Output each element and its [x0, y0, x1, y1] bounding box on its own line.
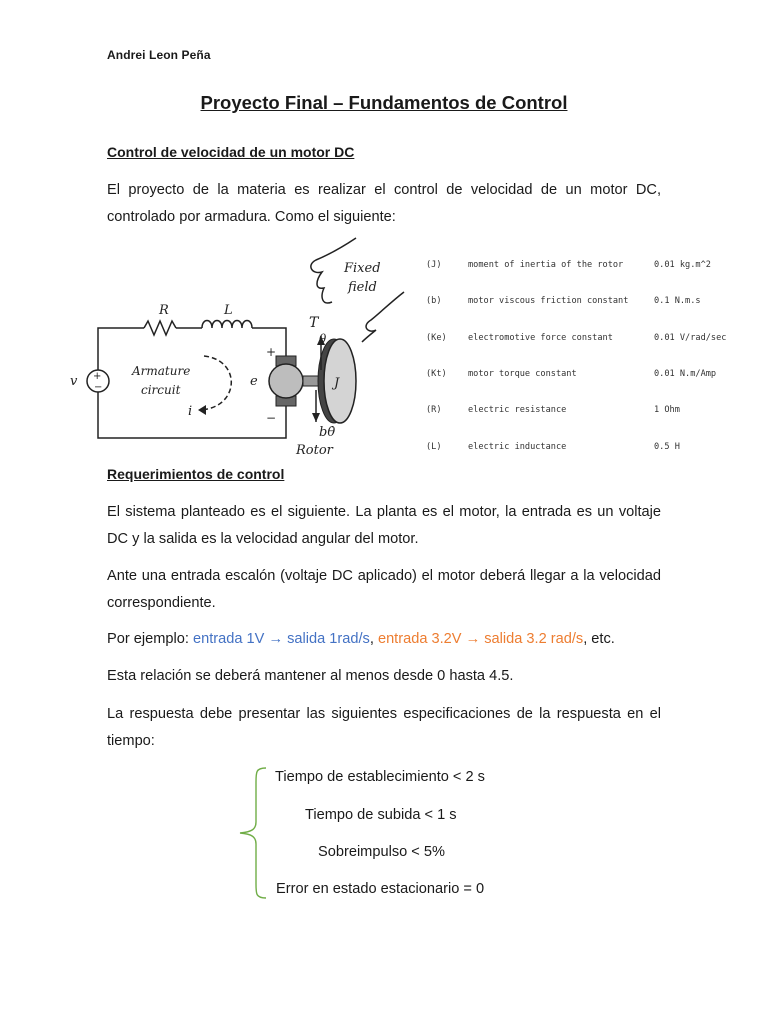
spec-settling-time: Tiempo de establecimiento < 2 s — [275, 769, 485, 785]
armature-label: Armature — [132, 364, 191, 378]
step-input-paragraph: Ante una entrada escalón (voltaje DC aplicado) el motor deberá llegar a la velocidad correspondiente. — [107, 568, 661, 611]
range-paragraph: Esta relación se deberá mantener al menos desde 0 hasta 4.5. — [107, 668, 514, 684]
example-colon: : — [184, 631, 193, 647]
damping-label: bθ̇ — [319, 425, 336, 440]
param-symbol: (L) — [426, 442, 442, 452]
specifications-intro: La respuesta debe presentar las siguientes especificaciones de la respuesta en el tiempo: — [107, 706, 661, 749]
system-paragraph: El sistema planteado es el siguiente. La planta es el motor, la entrada es un voltaje DC y la salida es la velocidad angular del motor. — [107, 504, 661, 547]
param-symbol: (Kt) — [426, 369, 447, 379]
param-description: electric resistance — [468, 405, 567, 415]
param-symbol: (b) — [426, 296, 442, 306]
example-sep: , — [369, 631, 378, 647]
current-arrow — [200, 356, 231, 410]
resistor-label: R — [159, 303, 169, 318]
inductor-label: L — [224, 303, 233, 318]
motor-circuit-diagram — [66, 230, 416, 460]
document-title: Proyecto Final – Fundamentos de Control — [200, 92, 568, 113]
param-description: moment of inertia of the rotor — [468, 260, 624, 270]
torque-label: T — [309, 315, 319, 331]
voltage-label: v — [70, 374, 78, 389]
example-line — [107, 631, 615, 647]
inductor-symbol — [202, 321, 252, 329]
example-prefix: Por ejemplo — [107, 631, 185, 647]
section-heading-motor-control: Control de velocidad de un motor DC — [107, 144, 355, 160]
author-name: Andrei Leon Peña — [107, 48, 211, 62]
param-value: 1 Ohm — [654, 405, 680, 415]
emf-plus: + — [266, 345, 277, 359]
field-label: field — [348, 280, 377, 295]
fixed-label: Fixed — [344, 261, 381, 276]
param-description: motor viscous friction constant — [468, 296, 629, 306]
spec-overshoot: Sobreimpulso < 5% — [318, 844, 445, 860]
current-arrowhead — [198, 405, 206, 415]
param-value: 0.5 H — [654, 442, 680, 452]
inertia-label: J — [334, 376, 340, 391]
rotor-disk — [324, 339, 356, 423]
emf-label: e — [250, 374, 258, 389]
param-symbol: (Ke) — [426, 333, 447, 343]
source-plus: + — [93, 371, 102, 382]
theta-label: θ — [319, 332, 327, 346]
current-label: i — [188, 404, 193, 419]
param-symbol: (R) — [426, 405, 442, 415]
friction-arrowhead — [312, 413, 320, 422]
param-description: electromotive force constant — [468, 333, 613, 343]
param-value: 0.01 V/rad/sec — [654, 333, 727, 343]
param-description: electric inductance — [468, 442, 567, 452]
param-value: 0.01 kg.m^2 — [654, 260, 711, 270]
example-orange: entrada 3.2V → salida 3.2 rad/s — [377, 631, 584, 647]
spec-steady-state-error: Error en estado estacionario = 0 — [276, 881, 485, 897]
param-value: 0.1 N.m.s — [654, 296, 701, 306]
armature-symbol — [269, 364, 303, 398]
example-blue: entrada 1V → salida 1rad/s — [192, 631, 370, 647]
curly-brace — [236, 766, 270, 900]
resistor-symbol — [144, 321, 176, 335]
section-heading-requirements: Requerimientos de control — [107, 466, 285, 482]
circuit-label: circuit — [141, 383, 181, 397]
emf-minus: − — [266, 411, 277, 425]
example-suffix: , etc. — [583, 631, 615, 647]
intro-paragraph: El proyecto de la materia es realizar el control de velocidad de un motor DC, controlado por armadura. Como el siguiente: — [107, 182, 661, 225]
param-description: motor torque constant — [468, 369, 577, 379]
source-minus: − — [94, 382, 103, 393]
spec-rise-time: Tiempo de subida < 1 s — [305, 807, 457, 823]
circuit-wires — [98, 328, 286, 438]
param-symbol: (J) — [426, 260, 442, 270]
param-value: 0.01 N.m/Amp — [654, 369, 717, 379]
rotor-label: Rotor — [296, 443, 333, 458]
